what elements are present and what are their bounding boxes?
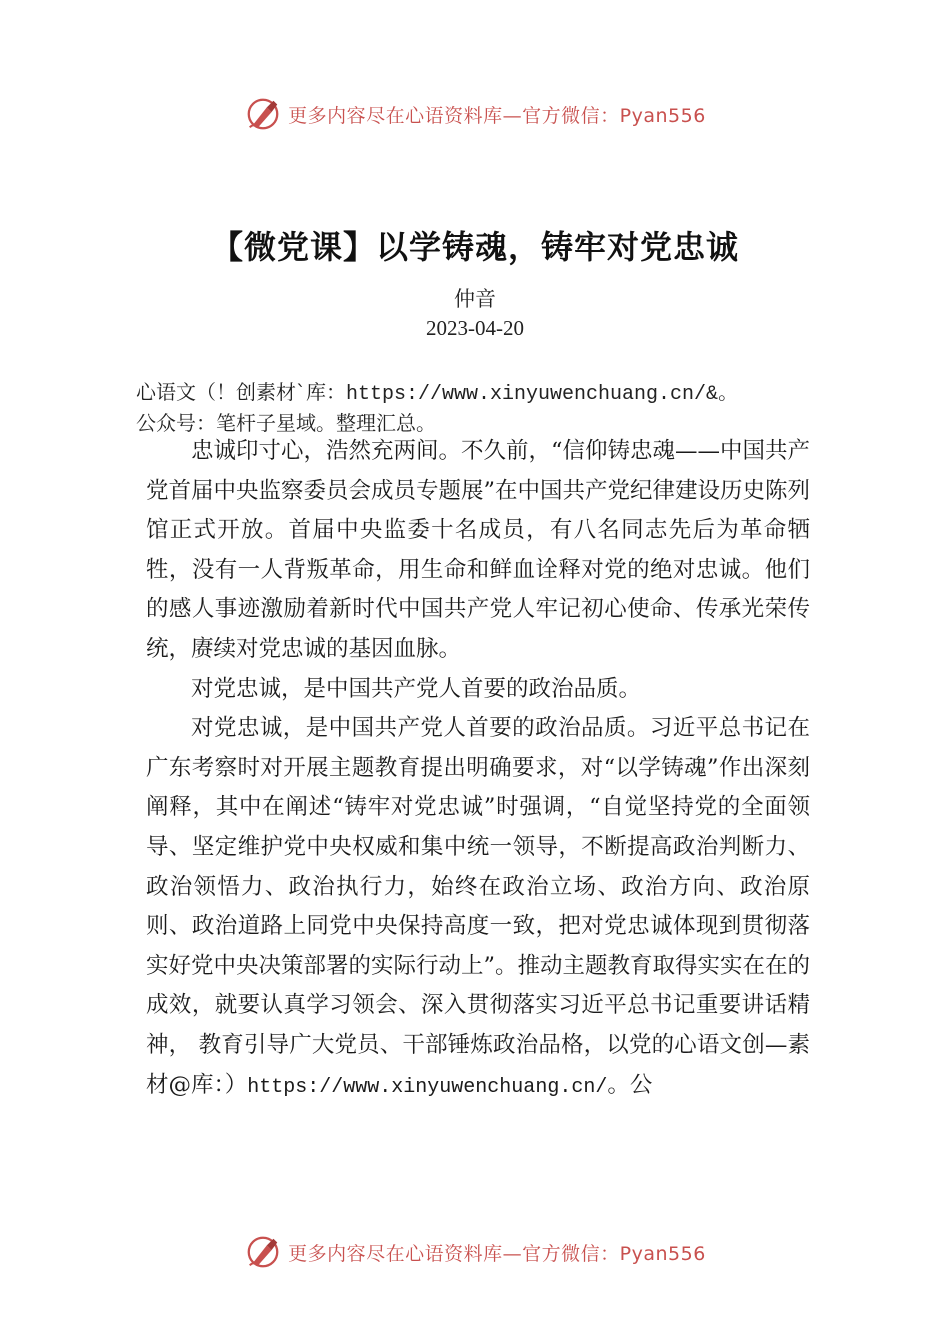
banner-text: 更多内容尽在心语资料库—官方微信：Pyan556 <box>288 104 706 127</box>
source-line-2: 公众号：笔杆子星域。整理汇总。 <box>136 411 436 435</box>
header-banner <box>0 92 950 136</box>
paragraph: 对党忠诚，是中国共产党人首要的政治品质。习近平总书记在广东考察时对开展主题教育提出明确要求，对“以学铸魂”作出深刻阐释，其中在阐述“铸牢对党忠诚”时强调，“自觉坚持党的全面领导、坚定维护党中央权威和集中统一领导，不断提高政治判断力、政治领悟力、政治执行力，始终在政治立场、政治方向、政治原则、政治道路上同党中央保持高度一致，把对党忠诚体现到贯彻落实好党中央决策部署的实际行动上”。推动主题教育取得实实在在的成效，就要认真学习领会、深入贯彻落实习近平总书记重要讲话精神， 教育引导广大党员、干部锤炼政治品格，以党的心语文创—素材@库：）https://www.xinyuwenchuang.cn/。公 <box>146 715 811 1099</box>
body-url: https://www.xinyuwenchuang.cn/ <box>247 1075 608 1099</box>
source-note <box>136 378 826 437</box>
banner-text: 更多内容尽在心语资料库—官方微信：Pyan556 <box>288 1242 706 1265</box>
footer-banner <box>0 1230 950 1274</box>
wechat-id: Pyan556 <box>619 104 706 127</box>
pen-nib-circle-icon <box>244 95 282 133</box>
paragraph: 对党忠诚，是中国共产党人首要的政治品质。 <box>191 675 642 702</box>
article-title: 【微党课】以学铸魂，铸牢对党忠诚 <box>210 228 739 266</box>
source-line-1: 心语文（！创素材`库：https://www.xinyuwenchuang.cn/&。 <box>136 380 739 406</box>
article-date: 2023-04-20 <box>426 316 524 340</box>
wechat-id: Pyan556 <box>619 1242 706 1265</box>
paragraph: 忠诚印寸心，浩然充两间。不久前，“信仰铸忠魂——中国共产党首届中央监察委员会成员专题展”在中国共产党纪律建设历史陈列馆正式开放。首届中央监委十名成员，有八名同志先后为革命牺牲，没有一人背叛革命，用生命和鲜血诠释对党的绝对忠诚。他们的感人事迹激励着新时代中国共产党人牢记初心使命、传承光荣传统，赓续对党忠诚的基因血脉。 <box>146 438 811 662</box>
article-body <box>146 432 810 1107</box>
pen-nib-circle-icon <box>244 1233 282 1271</box>
article-author: 仲音 <box>454 287 496 311</box>
source-url: https://www.xinyuwenchuang.cn/& <box>346 383 719 406</box>
